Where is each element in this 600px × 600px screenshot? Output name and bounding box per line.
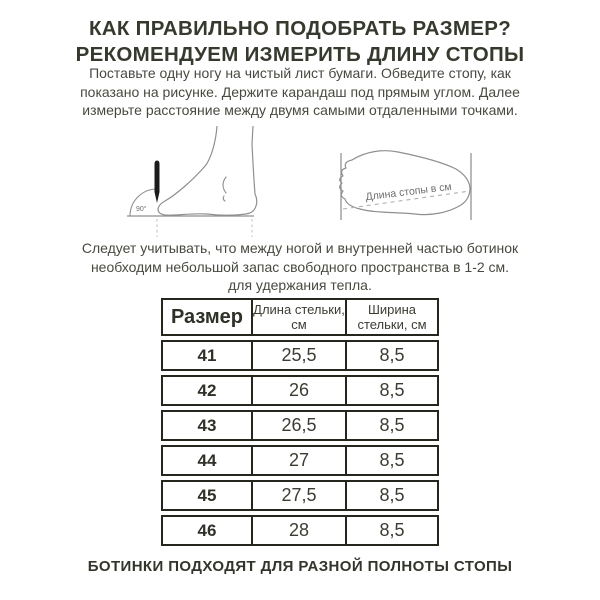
intro-line-1: Поставьте одну ногу на чистый лист бумаги. Обведите стопу, как bbox=[89, 65, 511, 81]
table-row bbox=[161, 480, 439, 511]
cell-length: 26,5 bbox=[251, 412, 345, 439]
cell-size: 45 bbox=[197, 485, 217, 505]
table-row bbox=[161, 445, 439, 476]
note-line-2: необходим небольшой запас свободного пространства в 1-2 см. bbox=[90, 258, 510, 275]
col-header-length: Длина стельки, см bbox=[251, 300, 345, 334]
cell-length: 27,5 bbox=[251, 482, 345, 509]
cell-size: 43 bbox=[197, 415, 217, 435]
cell-width: 8,5 bbox=[345, 482, 437, 509]
cell-width: 8,5 bbox=[345, 447, 437, 474]
foot-outline bbox=[158, 126, 257, 215]
foot-length-label: Длина стопы в см bbox=[364, 180, 453, 204]
table-row bbox=[161, 340, 439, 371]
cell-size: 41 bbox=[197, 345, 217, 365]
note-text bbox=[0, 239, 600, 295]
footer-note: БОТИНКИ ПОДХОДЯТ ДЛЯ РАЗНОЙ ПОЛНОТЫ СТОПЫ bbox=[87, 558, 513, 575]
title-line-2: РЕКОМЕНДУЕМ ИЗМЕРИТЬ ДЛИНУ СТОПЫ bbox=[75, 43, 525, 66]
cell-width: 8,5 bbox=[345, 412, 437, 439]
note-line-1: Следует учитывать, что между ногой и внутренней частью ботинок bbox=[81, 240, 519, 256]
title-line-1: КАК ПРАВИЛЬНО ПОДОБРАТЬ РАЗМЕР? bbox=[88, 17, 512, 40]
note-line-3: для удержания тепла. bbox=[228, 277, 372, 293]
table-header-row bbox=[161, 298, 439, 336]
cell-size: 44 bbox=[197, 450, 217, 470]
col-header-size: Размер bbox=[170, 305, 244, 328]
cell-size: 46 bbox=[197, 520, 217, 540]
page-title bbox=[0, 16, 600, 68]
intro-line-2: показано на рисунке. Держите карандаш под прямым углом. Далее bbox=[80, 83, 520, 100]
table-row bbox=[161, 375, 439, 406]
cell-length: 28 bbox=[251, 517, 345, 544]
cell-size: 42 bbox=[197, 380, 217, 400]
size-table bbox=[161, 298, 439, 550]
cell-width: 8,5 bbox=[345, 517, 437, 544]
cell-length: 27 bbox=[251, 447, 345, 474]
col-header-width: Ширина стельки, см bbox=[345, 300, 437, 334]
table-row bbox=[161, 410, 439, 441]
cell-width: 8,5 bbox=[345, 342, 437, 369]
cell-length: 26 bbox=[251, 377, 345, 404]
intro-text bbox=[0, 64, 600, 120]
angle-label: 90° bbox=[136, 206, 147, 213]
foot-top-diagram bbox=[316, 138, 508, 238]
intro-line-3: измерьте расстояние между двумя самыми отдаленными точками. bbox=[82, 102, 518, 118]
pencil-icon bbox=[155, 161, 160, 204]
cell-length: 25,5 bbox=[251, 342, 345, 369]
foot-side-diagram bbox=[110, 126, 313, 238]
table-row bbox=[161, 515, 439, 546]
cell-width: 8,5 bbox=[345, 377, 437, 404]
ankle-line bbox=[223, 177, 226, 201]
